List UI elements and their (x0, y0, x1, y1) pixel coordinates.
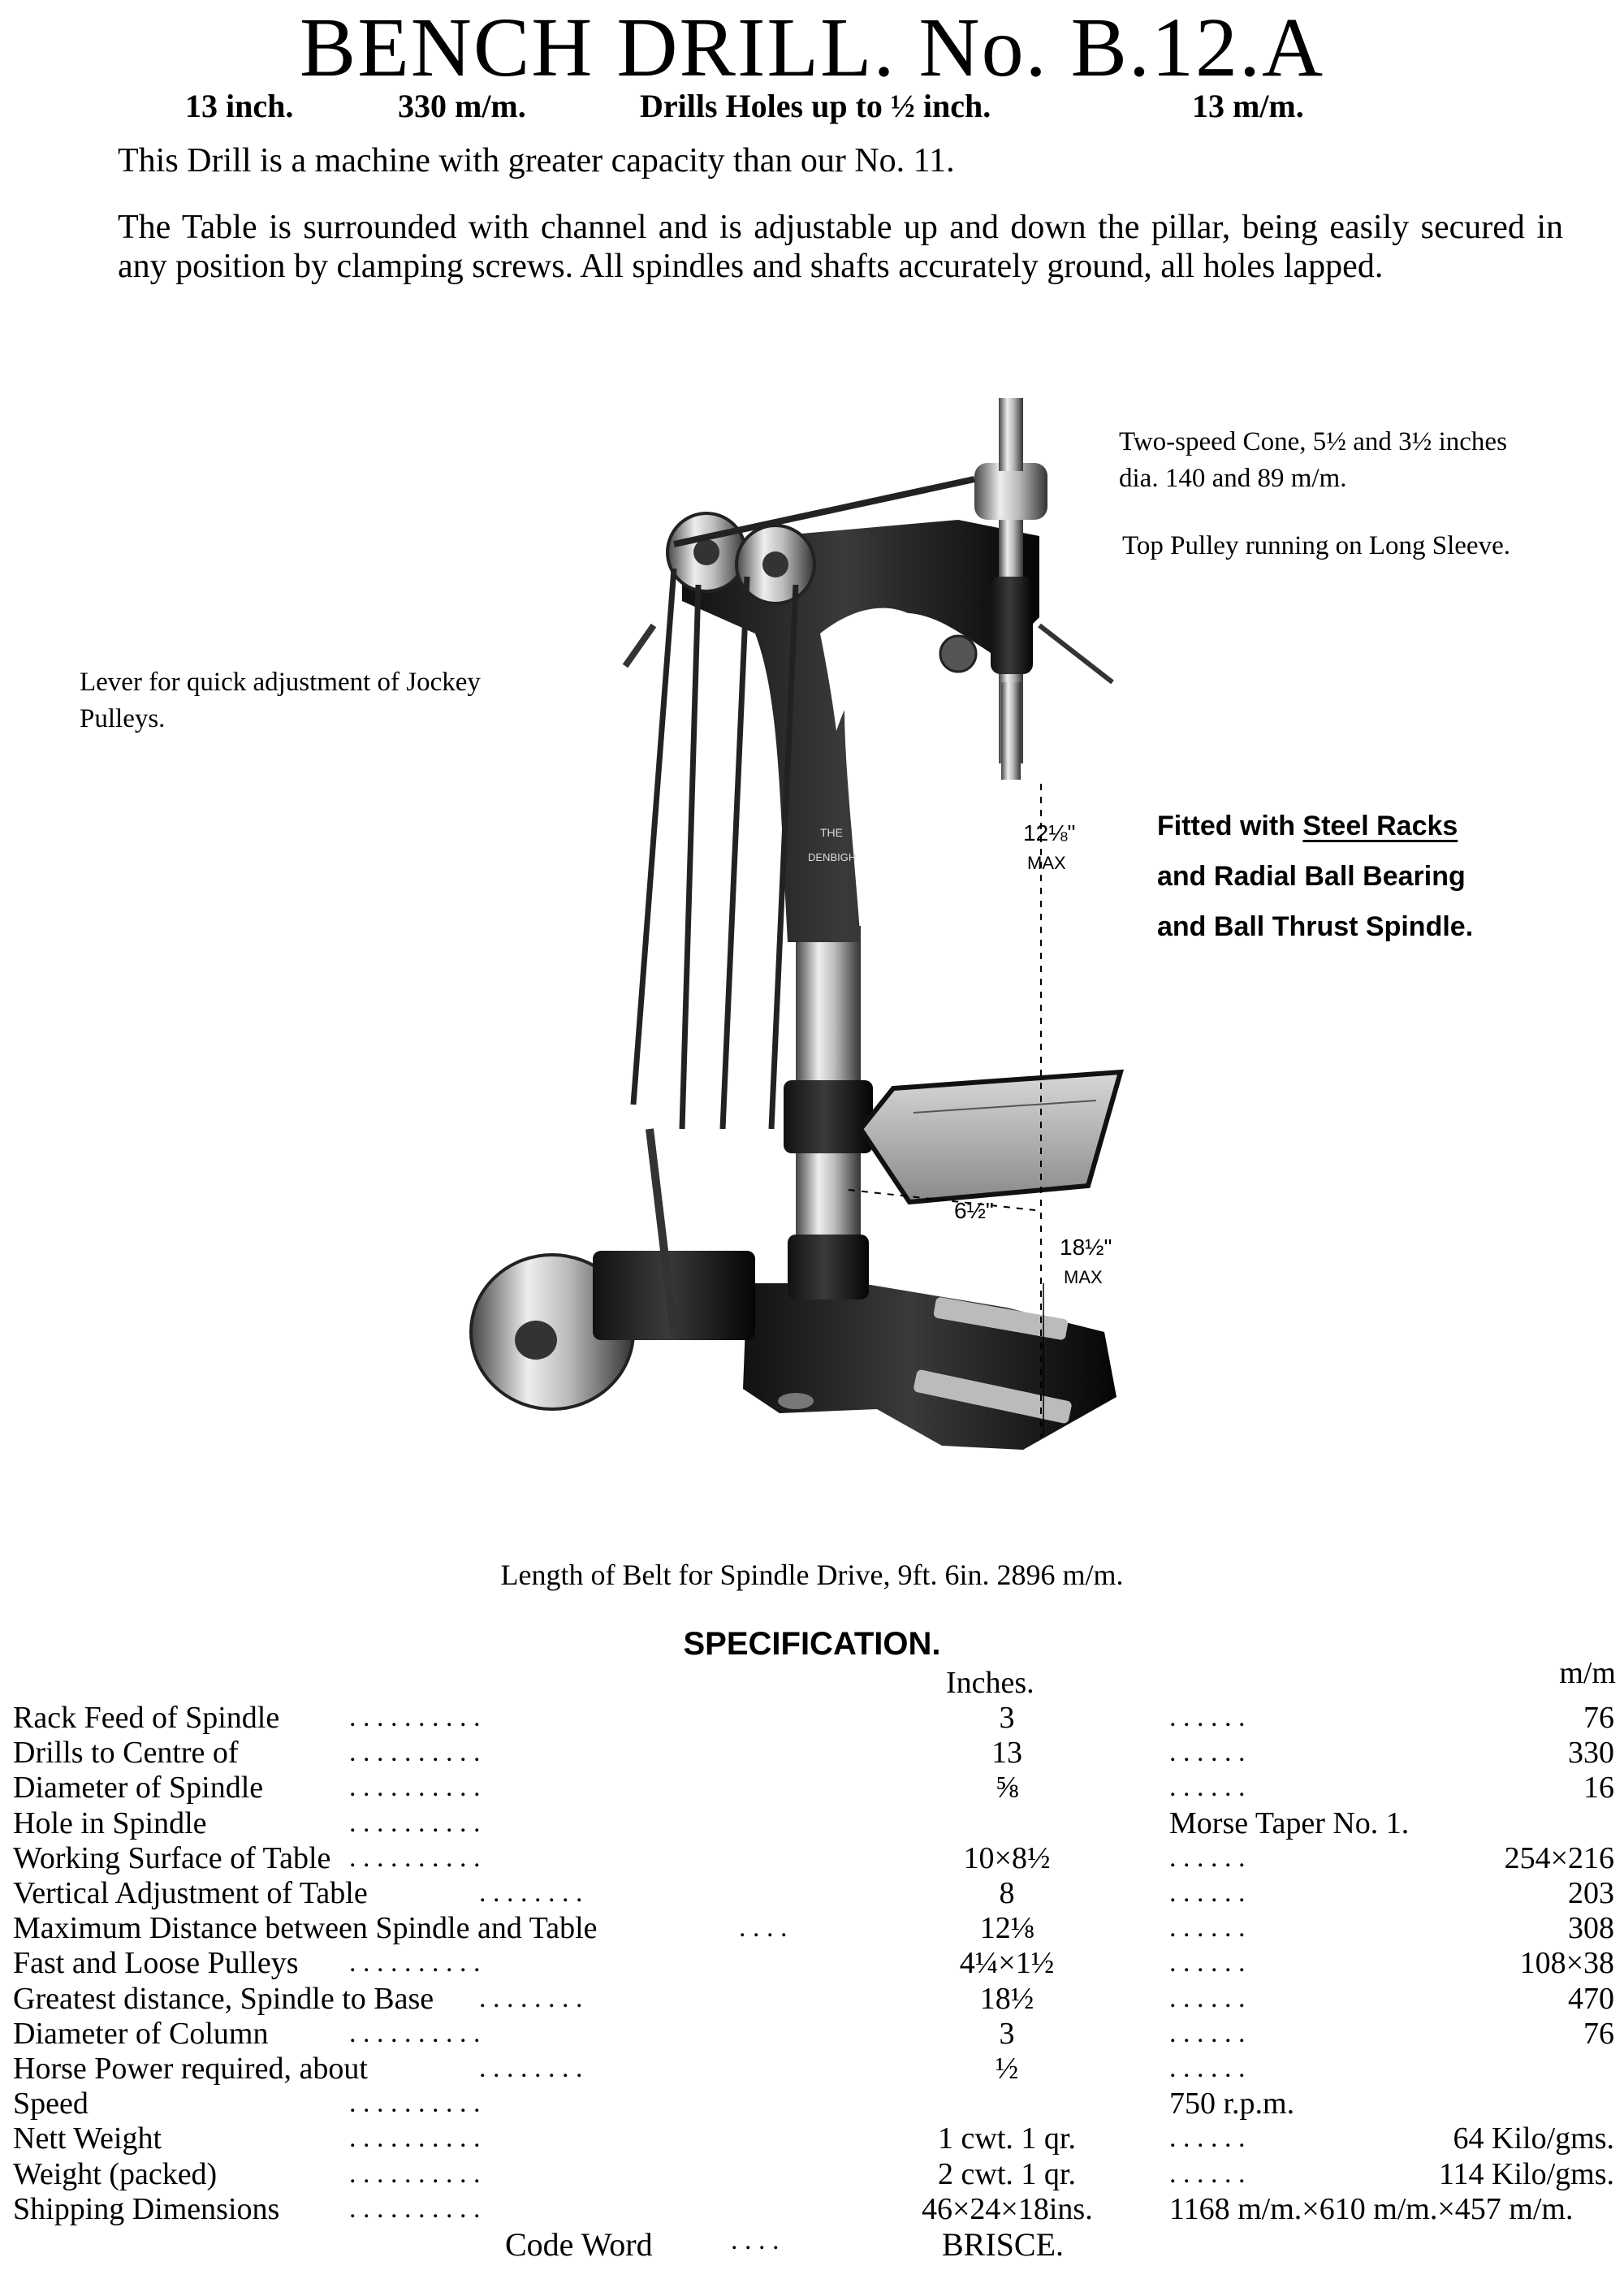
fitted-line-2: and Radial Ball Bearing (1157, 861, 1466, 892)
spec-inches: 2 cwt. 1 qr. (938, 2156, 1076, 2191)
spec-label: Greatest distance, Spindle to Base (13, 1981, 434, 2016)
spec-inches: 8 (999, 1876, 1015, 1910)
spec-leader: . . . . . . . . . . (349, 1702, 481, 1732)
spec-row (0, 2052, 1624, 2086)
spec-leader-2: . . . . . . (1169, 2053, 1246, 2083)
drill-chuck (1001, 682, 1021, 780)
feed-pinion (940, 636, 976, 672)
spec-leader: . . . . . . . . . . (349, 1948, 481, 1978)
spec-label: Shipping Dimensions (13, 2191, 280, 2226)
spec-inches: ½ (995, 2052, 1019, 2086)
spec-row (0, 1841, 1624, 1875)
code-word-row (0, 2225, 1624, 2266)
spec-row (0, 1701, 1624, 1735)
spec-label: Hole in Spindle (13, 1805, 207, 1840)
spec-mm: 64 Kilo/gms. (1453, 2121, 1614, 2156)
spec-row (0, 1946, 1624, 1980)
spec-mm: 470 (1568, 1981, 1614, 2016)
spec-label: Diameter of Spindle (13, 1771, 264, 1805)
size-mm: 330 m/m. (398, 88, 526, 124)
spec-inches: 1 cwt. 1 qr. (938, 2121, 1076, 2156)
feed-handle (1039, 625, 1112, 682)
spec-leader: . . . . . . . . . . (349, 2017, 481, 2048)
fitted-line-3: and Ball Thrust Spindle. (1157, 911, 1474, 942)
jockey-pulley-right-hub (762, 551, 788, 577)
code-word-value: BRISCE. (942, 2226, 1065, 2263)
spec-leader-2: . . . . . . (1169, 1878, 1246, 1908)
spec-mm: 330 (1568, 1736, 1614, 1771)
spec-row (0, 1806, 1624, 1840)
code-word-label: Code Word (505, 2226, 653, 2263)
spec-label: Nett Weight (13, 2121, 162, 2156)
spec-inches: ⅝ (995, 1771, 1019, 1805)
jockey-lever (625, 625, 654, 666)
spec-inches: 12⅛ (979, 1911, 1034, 1946)
spec-leader-2: . . . . . . (1169, 2158, 1246, 2189)
spec-leader-2: . . . . . . (1169, 2123, 1246, 2154)
spec-leader: . . . . . . . . . . (349, 1842, 481, 1873)
spec-inches: 18½ (979, 1981, 1034, 2016)
code-word-leader: . . . . (731, 2225, 780, 2255)
spec-wide-value: Morse Taper No. 1. (1169, 1805, 1410, 1840)
spec-mm: 254×216 (1504, 1840, 1614, 1875)
spec-leader: . . . . . . . . . . (349, 1807, 481, 1838)
spec-row (0, 2121, 1624, 2156)
spec-row (0, 1771, 1624, 1805)
fitted-steel-racks: Steel Racks (1302, 811, 1458, 841)
spec-row (0, 2017, 1624, 2051)
spec-leader-2: . . . . . . (1169, 1842, 1246, 1873)
jockey-pulley-left-hub (693, 539, 719, 565)
table-collar (784, 1080, 873, 1153)
spec-mm: 308 (1568, 1911, 1614, 1946)
spec-wide-value: 750 r.p.m. (1169, 2087, 1295, 2121)
spec-inches: 46×24×18ins. (922, 2191, 1093, 2226)
base-bolt-hole (778, 1393, 814, 1409)
intro-paragraph: The Table is surrounded with channel and is adjustable up and down the pillar, being easily secured in any position by clamping screws. All spindles and shafts accurately ground, all holes lapped. (118, 209, 1563, 285)
spec-inches: 10×8½ (963, 1840, 1051, 1875)
spec-label: Weight (packed) (13, 2156, 218, 2191)
spec-inches: 4¼×1½ (959, 1946, 1055, 1981)
spec-leader-2: . . . . . . (1169, 1913, 1246, 1944)
spec-leader: . . . . . . . . . . (349, 2193, 481, 2224)
spec-leader-2: . . . . . . (1169, 1772, 1246, 1803)
note-two-speed-cone: Two-speed Cone, 5½ and 3½ inches dia. 140 and 89 m/m. (1119, 427, 1507, 493)
spec-label: Maximum Distance between Spindle and Table (13, 1911, 598, 1946)
spec-row (0, 1876, 1624, 1910)
pulley-hub (515, 1321, 557, 1360)
spec-leader: . . . . . . . . . . (349, 1772, 481, 1803)
base-casting (743, 1283, 1116, 1450)
spec-row (0, 2192, 1624, 2226)
belt-length-note: Length of Belt for Spindle Drive, 9ft. 6in. 2896 m/m. (500, 1559, 1124, 1591)
work-table (861, 1072, 1121, 1202)
spec-label: Rack Feed of Spindle (13, 1701, 280, 1735)
spec-heading: SPECIFICATION. (683, 1626, 941, 1662)
bench-drill-illustration (438, 276, 1250, 1486)
spec-inches: 3 (999, 1701, 1015, 1735)
spec-row (0, 2087, 1624, 2121)
spec-mm: 76 (1583, 1701, 1614, 1735)
spec-mm: 108×38 (1519, 1946, 1614, 1981)
spec-leader: . . . . (739, 1913, 788, 1944)
spec-label: Fast and Loose Pulleys (13, 1946, 299, 1981)
col-header-mm: m/m (1559, 1656, 1616, 1690)
fitted-prefix: Fitted with (1157, 811, 1303, 841)
spec-row (0, 1736, 1624, 1770)
spec-mm: 76 (1583, 2016, 1614, 2051)
spec-leader: . . . . . . . . (479, 1983, 583, 2013)
spec-label: Speed (13, 2087, 89, 2121)
spec-label: Working Surface of Table (13, 1840, 331, 1875)
capacity-mm: 13 m/m. (1192, 88, 1304, 124)
spec-mm: 203 (1568, 1876, 1614, 1910)
spec-row (0, 1911, 1624, 1945)
spec-leader: . . . . . . . . . . (349, 1737, 481, 1768)
column-foot (788, 1235, 869, 1300)
col-header-inches: Inches. (946, 1666, 1034, 1700)
spec-leader: . . . . . . . . (479, 2053, 583, 2083)
spec-inches: 3 (999, 2016, 1015, 2051)
note-lever: Lever for quick adjustment of Jockey Pulleys. (80, 668, 481, 733)
spec-mm: 114 Kilo/gms. (1438, 2156, 1614, 2191)
dim-18-max: 18½" (1060, 1235, 1112, 1260)
spec-leader: . . . . . . . . . . (349, 2123, 481, 2154)
spec-leader-2: . . . . . . (1169, 1948, 1246, 1978)
arm-opening (820, 608, 926, 731)
spec-mm: 16 (1583, 1771, 1614, 1805)
spec-leader: . . . . . . . . (479, 1878, 583, 1908)
size-inches: 13 inch. (185, 88, 294, 124)
top-spindle-cap (999, 398, 1023, 471)
spec-row (0, 1982, 1624, 2016)
dim-6-half: 6½" (954, 1198, 994, 1223)
spec-inches: 13 (991, 1736, 1022, 1771)
spec-label: Drills to Centre of (13, 1736, 239, 1771)
dim-12-max: 12⅛" (1023, 820, 1076, 845)
spec-leader: . . . . . . . . . . (349, 2158, 481, 2189)
spec-label: Horse Power required, about (13, 2052, 368, 2086)
emblem-the: THE (820, 826, 843, 839)
spec-leader: . . . . . . . . . . (349, 2088, 481, 2119)
spec-label: Diameter of Column (13, 2016, 269, 2051)
dim-18-max-label: MAX (1064, 1267, 1103, 1287)
spec-row (0, 2157, 1624, 2191)
spec-leader-2: . . . . . . (1169, 1983, 1246, 2013)
top-cone-pulley (974, 463, 1047, 520)
spindle-sleeve (991, 577, 1033, 674)
spec-leader-2: . . . . . . (1169, 2017, 1246, 2048)
spec-leader-2: . . . . . . (1169, 1737, 1246, 1768)
spec-wide-value: 1168 m/m.×610 m/m.×457 m/m. (1169, 2191, 1574, 2226)
spec-label: Vertical Adjustment of Table (13, 1876, 368, 1910)
dim-12-max-label: MAX (1027, 853, 1066, 873)
intro-line-1: This Drill is a machine with greater capacity than our No. 11. (118, 142, 955, 179)
spec-leader-2: . . . . . . (1169, 1702, 1246, 1732)
capacity: Drills Holes up to ½ inch. (640, 88, 991, 124)
page-title: BENCH DRILL. No. B.12.A (299, 1, 1325, 94)
emblem-denbigh: DENBIGH (808, 851, 857, 863)
note-top-pulley: Top Pulley running on Long Sleeve. (1122, 531, 1510, 560)
